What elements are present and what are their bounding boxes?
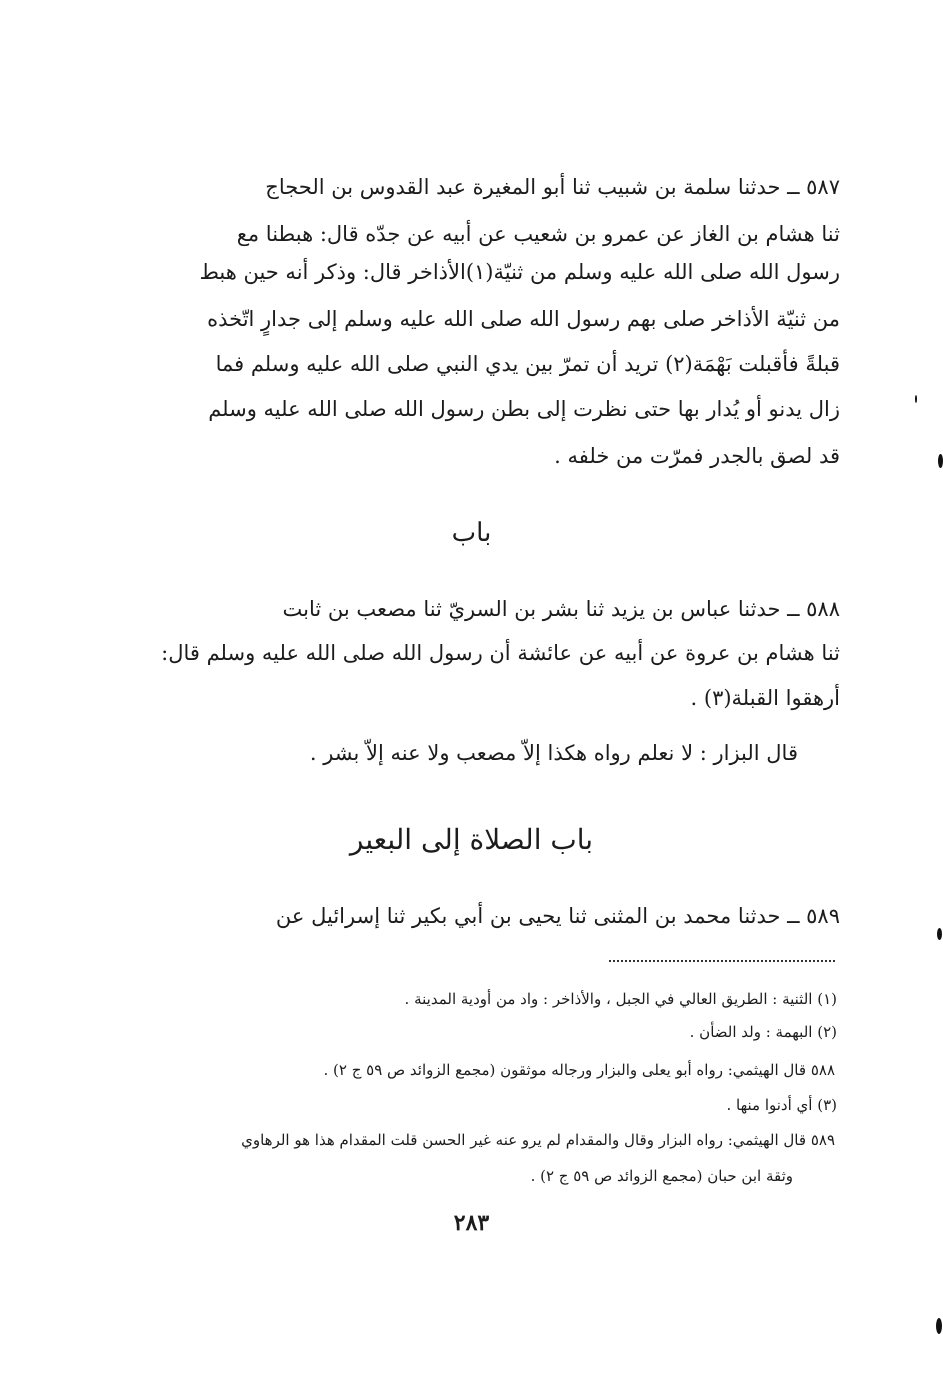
hadith-587-line-2: ثنا هشام بن الغاز عن عمرو بن شعيب عن أبيه عن جدّه قال: هبطنا مع — [236, 222, 840, 246]
section-heading-camel: باب الصلاة إلى البعير — [349, 823, 594, 856]
page-number: ٢٨٣ — [453, 1210, 490, 1236]
footnote-1: (١) الثنية : الطريق العالي في الجبل ، والأذاخر : واد من أودية المدينة . — [404, 990, 837, 1008]
hadith-587-line-7: قد لصق بالجدر فمرّت من خلفه . — [554, 444, 840, 468]
scan-mark — [936, 1318, 942, 1334]
bazzar-remark: قال البزار : لا نعلم رواه هكذا إلاّ مصعب ولا عنه إلاّ بشر . — [309, 741, 798, 765]
hadith-587-line-4: من ثنيّة الأذاخر صلى بهم رسول الله صلى الله عليه وسلم إلى جدارٍ اتّخذه — [207, 307, 840, 331]
footnote-2: (٢) البهمة : ولد الضأن . — [689, 1023, 837, 1041]
hadith-589-line-1: ٥٨٩ ــ حدثنا محمد بن المثنى ثنا يحيى بن أبي بكير ثنا إسرائيل عن — [275, 904, 840, 928]
hadith-587-line-6: زال يدنو أو يُدار بها حتى نظرت إلى بطن رسول الله صلى الله عليه وسلم — [208, 397, 840, 421]
scan-mark — [938, 454, 943, 468]
hadith-587-line-1: ٥٨٧ ــ حدثنا سلمة بن شبيب ثنا أبو المغيرة عبد القدوس بن الحجاج — [265, 175, 840, 199]
footnote-589-line-1: ٥٨٩ قال الهيثمي: رواه البزار وقال والمقدام لم يرو عنه غير الحسن قلت المقدام هذا هو الرهاوي — [241, 1131, 835, 1149]
scan-mark — [937, 928, 942, 940]
footnote-3: (٣) أي أدنوا منها . — [726, 1096, 837, 1114]
hadith-588-line-2: ثنا هشام بن عروة عن أبيه عن عائشة أن رسول الله صلى الله عليه وسلم قال: — [161, 641, 840, 665]
hadith-588-line-3: أرهقوا القبلة(٣) . — [690, 686, 840, 710]
section-heading-bab: باب — [451, 518, 492, 548]
hadith-587-line-5: قبلةً فأقبلت بَهْمَة(٢) تريد أن تمرّ بين يدي النبي صلى الله عليه وسلم فما — [215, 352, 840, 376]
hadith-587-line-3: رسول الله صلى الله عليه وسلم من ثنيّة(١)الأذاخر قال: وذكر أنه حين هبط — [199, 260, 840, 284]
hadith-588-line-1: ٥٨٨ ــ حدثنا عباس بن يزيد ثنا بشر بن السريّ ثنا مصعب بن ثابت — [282, 597, 840, 621]
footnote-589-line-2: وثقة ابن حبان (مجمع الزوائد ص ٥٩ ج ٢) . — [530, 1167, 793, 1185]
footnote-divider — [609, 960, 835, 962]
footnote-588: ٥٨٨ قال الهيثمي: رواه أبو يعلى والبزار ورجاله موثقون (مجمع الزوائد ص ٥٩ ج ٢) . — [323, 1061, 835, 1079]
scan-mark — [915, 395, 917, 403]
